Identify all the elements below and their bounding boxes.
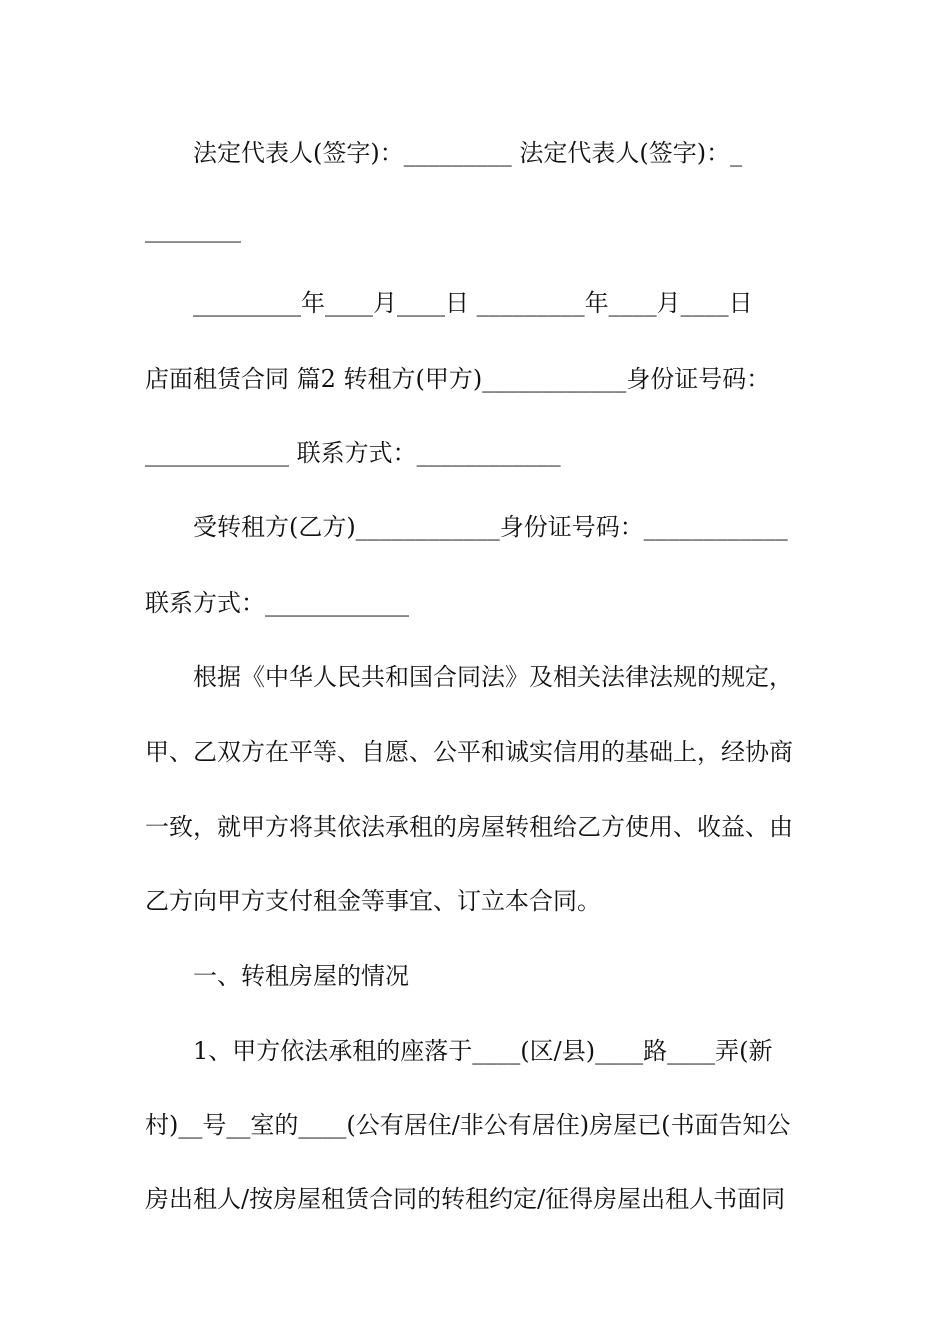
preamble-line-2: 甲、乙双方在平等、自愿、公平和诚实信用的基础上，经协商 <box>145 738 793 766</box>
preamble-line-1: 根据《中华人民共和国合同法》及相关法律法规的规定， <box>193 663 793 691</box>
date-line: _________年____月____日 _________年____月____日 <box>193 289 753 317</box>
contract-heading-line: 店面租赁合同 篇2 转租方(甲方)____________身份证号码： <box>145 365 771 393</box>
section-heading: 一、转租房屋的情况 <box>193 962 409 990</box>
party-a-contact-line: ____________ 联系方式：____________ <box>145 439 561 467</box>
signature-line-continuation: ________ <box>145 215 241 243</box>
clause-1-line-3: 房出租人/按房屋租赁合同的转租约定/征得房屋出租人书面同 <box>145 1185 786 1213</box>
clause-1-line-2: 村)__号__室的____(公有居住/非公有居住)房屋已(书面告知公 <box>145 1111 791 1139</box>
signature-line-legal-representatives: 法定代表人(签字)：_________ 法定代表人(签字)：_ <box>193 139 743 167</box>
clause-1-line-1: 1、甲方依法承租的座落于____(区/县)____路____弄(新 <box>193 1037 773 1065</box>
preamble-line-4: 乙方向甲方支付租金等事宜、订立本合同。 <box>145 887 601 915</box>
preamble-line-3: 一致，就甲方将其依法承租的房屋转租给乙方使用、收益、由 <box>145 813 793 841</box>
party-b-contact-line: 联系方式：____________ <box>145 589 409 617</box>
party-b-line: 受转租方(乙方)____________身份证号码：____________ <box>193 513 788 541</box>
